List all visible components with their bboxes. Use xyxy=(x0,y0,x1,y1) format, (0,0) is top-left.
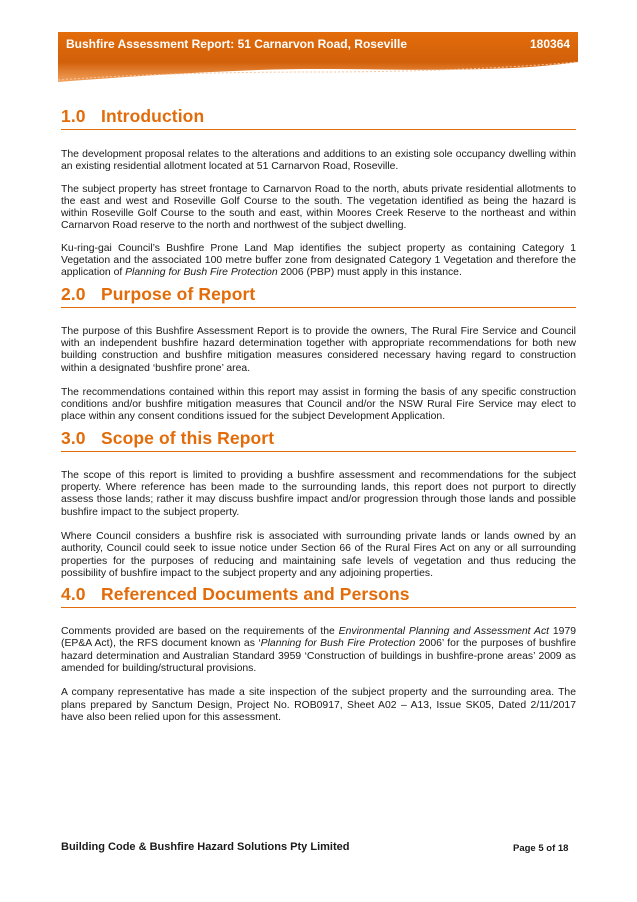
footer-page-number: Page 5 of 18 xyxy=(513,843,569,854)
section-number: 3.0 xyxy=(61,427,86,448)
heading-underline xyxy=(61,307,576,308)
paragraph: A company representative has made a site inspection of the subject property and the surrounding area. The plans prepared by Sanctum Design, Project No. ROB0917, Sheet A02 – A13, Issue SK05, Dated 2/11/2017 have also been relied upon for this assessment. xyxy=(61,687,576,723)
paragraph: The purpose of this Bushfire Assessment Report is to provide the owners, The Rural Fire Service and Council with an independent bushfire hazard determination together with appropriate recommendations for both new building construction and bushfire mitigation measures considered necessary having regard to construction within a designated ‘bushfire prone’ area. xyxy=(61,325,576,374)
section-heading xyxy=(61,284,576,305)
paragraph: The recommendations contained within this report may assist in forming the basis of any specific construction conditions and/or bushfire mitigation measures that Council and/or the NSW Rural Fire Service may elect to place within any consent conditions issued for the subject Development Application. xyxy=(61,386,576,423)
document-body xyxy=(61,106,576,724)
section-heading xyxy=(61,428,576,449)
header-title: Bushfire Assessment Report: 51 Carnarvon Road, Roseville xyxy=(66,37,407,51)
footer-company: Building Code & Bushfire Hazard Solutions Pty Limited xyxy=(61,841,350,853)
section-scope xyxy=(61,428,576,580)
paragraph: The subject property has street frontage to Carnarvon Road to the north, abuts private residential allotments to the east and west and Roseville Golf Course to the south. The vegetation identified as being the hazard is within Roseville Golf Course to the south and east, within Moores Creek Reserve to the northeast and within Carnarvon Road reserve to the north and northwest of the subject dwelling. xyxy=(61,183,576,232)
italic-reference: Environmental Planning and Assessment Act xyxy=(338,626,550,638)
section-number: 4.0 xyxy=(61,584,86,605)
header-doc-number: 180364 xyxy=(530,37,571,51)
heading-underline xyxy=(61,607,576,608)
heading-underline xyxy=(61,451,576,452)
section-title: Purpose of Report xyxy=(101,283,256,304)
italic-reference: Planning for Bush Fire Protection xyxy=(125,267,278,279)
section-purpose xyxy=(61,284,576,424)
section-introduction xyxy=(61,106,576,280)
section-heading xyxy=(61,584,576,605)
section-referenced-documents xyxy=(61,584,576,724)
section-title: Scope of this Report xyxy=(101,427,275,448)
paragraph: Comments provided are based on the requirements of the Environmental Planning and Assessment Act 1979 (EP&A Act), the RFS document known as ‘Planning for Bush Fire Protection 2006’ for the purposes of bushfire hazard determination and Australian Standard 3959 ‘Construction of buildings in bushfire-prone areas’ 2009 as amended for building/structural provisions. xyxy=(61,626,577,675)
paragraph: Ku-ring-gai Council’s Bushfire Prone Land Map identifies the subject property as containing Category 1 Vegetation and the associated 100 metre buffer zone from designated Category 1 Vegetation and therefore the application of Planning for Bush Fire Protection 2006 (PBP) must apply in this instance. xyxy=(61,242,576,279)
section-title: Introduction xyxy=(101,106,205,126)
section-title: Referenced Documents and Persons xyxy=(101,584,410,605)
italic-reference: Planning for Bush Fire Protection xyxy=(260,638,416,650)
paragraph: Where Council considers a bushfire risk is associated with surrounding private lands or lands owned by an authority, Council could seek to issue notice under Section 66 of the Rural Fires Act on any or all surrounding properties for the purposes of reducing and maintaining safe levels of vegetation and thus reducing the possibility of bushfire impact to the subject property and any adjoining properties. xyxy=(61,530,576,579)
heading-underline xyxy=(61,129,576,130)
paragraph: The scope of this report is limited to providing a bushfire assessment and recommendations for the subject property. Where reference has been made to the surrounding lands, this report does not purport to directly assess those lands; rather it may discuss bushfire impact and/or progression through those lands and possible bushfire impact to the subject property. xyxy=(61,469,576,518)
section-heading xyxy=(61,106,576,127)
paragraph: The development proposal relates to the alterations and additions to an existing sole occupancy dwelling within an existing residential allotment located at 51 Carnarvon Road, Roseville. xyxy=(61,149,576,173)
section-number: 1.0 xyxy=(61,106,86,126)
section-number: 2.0 xyxy=(61,283,86,304)
